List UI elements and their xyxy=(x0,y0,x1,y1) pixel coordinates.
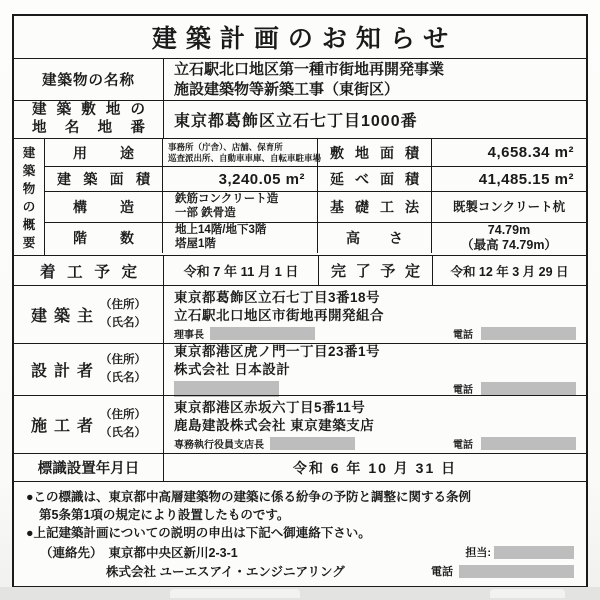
owner-role-label: 建 築 主 xyxy=(31,308,93,325)
designer-role-label: 設 計 者 xyxy=(31,363,93,380)
building-area-label: 建 築 面 積 xyxy=(57,171,150,187)
building-name-row xyxy=(14,58,586,100)
redacted-designer-phone-box xyxy=(481,382,576,395)
schedule-row xyxy=(14,255,586,285)
foundation-value: 既製コンクリート杭 xyxy=(431,192,586,222)
redacted-owner-name-box xyxy=(210,327,315,340)
start-date-label: 着 工 予 定 xyxy=(40,263,137,281)
note-inquiry-line: ●上記建築計画についての説明の申出は下記へ御連絡下さい。 xyxy=(26,525,371,540)
site-area-value: 4,658.34 m² xyxy=(431,139,586,166)
sign-title: 建築計画のお知らせ xyxy=(151,25,458,53)
contact-person-label: 担当: xyxy=(465,547,491,560)
structure-value: 鉄筋コンクリート造 一部 鉄骨造 xyxy=(162,192,317,222)
contact-block xyxy=(26,544,576,582)
designer-label xyxy=(14,344,163,395)
owner-row xyxy=(14,285,586,343)
redacted-contact-person-box xyxy=(494,546,574,559)
structure-label: 構 造 xyxy=(73,199,134,215)
construction-notice-sign xyxy=(12,14,588,588)
builder-person-title: 専務執行役員支店長 xyxy=(174,440,264,452)
redacted-contact-phone-box xyxy=(459,565,574,578)
contact-phone-label: 電話 xyxy=(431,566,453,579)
builder-row xyxy=(14,395,586,453)
contact-address: 東京都中央区新川2-3-1 xyxy=(108,546,238,561)
height-label: 高 さ xyxy=(317,223,431,253)
site-address-row xyxy=(14,100,586,138)
owner-label xyxy=(14,286,163,343)
installation-date-value: 令和 6 年 10 月 31 日 xyxy=(163,454,586,481)
redacted-builder-phone-box xyxy=(481,437,576,450)
owner-name-caption: （氏名） xyxy=(100,316,146,329)
owner-address-caption: （住所） xyxy=(100,299,146,312)
builder-phone-label: 電話 xyxy=(453,440,473,452)
builder-address-caption: （住所） xyxy=(100,409,146,422)
site-address-value: 東京都葛飾区立石七丁目1000番 xyxy=(163,101,586,138)
designer-phone-label: 電話 xyxy=(453,385,473,397)
designer-value: 東京都港区虎ノ門一丁目23番1号 株式会社 日本設計 電話 xyxy=(163,344,586,395)
note-ordinance-line1: ●この標識は、東京都中高層建築物の建築に係る紛争の予防と調整に関する条例 xyxy=(26,490,472,504)
foundation-label: 基 礎 工 法 xyxy=(317,192,431,222)
contact-company: 株式会社 ユーエスアイ・エンジニアリング xyxy=(106,565,345,579)
designer-address-caption: （住所） xyxy=(100,354,146,367)
owner-value: 東京都葛飾区立石七丁目3番18号 立石駅北口地区市街地再開発組合 理事長 電話 xyxy=(163,286,586,343)
floors-label: 階 数 xyxy=(73,230,134,246)
usage-label: 用 途 xyxy=(73,144,134,161)
usage-row xyxy=(45,139,586,166)
total-floor-area-label: 延 べ 面 積 xyxy=(317,167,431,191)
sign-stand-base xyxy=(0,587,600,600)
overview-side-label: 建 築 物 の 概 要 xyxy=(22,146,36,250)
building-overview-block xyxy=(14,138,586,255)
floors-row xyxy=(45,222,586,253)
designer-name-caption: （氏名） xyxy=(100,371,146,384)
redacted-builder-name-box xyxy=(270,437,355,450)
start-date-value: 令和 7 年 11 月 1 日 xyxy=(163,256,318,285)
installation-date-label: 標識設置年月日 xyxy=(37,461,140,477)
building-area-row xyxy=(45,166,586,191)
title-row xyxy=(14,16,586,58)
builder-value: 東京都港区赤坂六丁目5番11号 鹿島建設株式会社 東京建築支店 専務執行役員支店長 電話 xyxy=(163,396,586,453)
height-value: 74.79m （最高 74.79m） xyxy=(431,223,586,253)
building-name-label: 建築物の名称 xyxy=(42,73,135,89)
owner-person-title: 理事長 xyxy=(174,330,204,342)
end-date-label: 完 了 予 定 xyxy=(318,256,432,285)
site-address-label: 建 築 敷 地 の 地 名 地 番 xyxy=(32,102,145,136)
owner-phone-label: 電話 xyxy=(453,330,473,342)
designer-row xyxy=(14,343,586,395)
building-name-value xyxy=(163,59,586,100)
installation-date-row xyxy=(14,453,586,481)
building-name-line1: 立石駅北口地区第一種市街地再開発事業 xyxy=(174,61,445,78)
builder-label xyxy=(14,396,163,453)
notes-section xyxy=(14,481,586,586)
building-name-line2: 施設建築物等新築工事（東街区） xyxy=(174,80,400,98)
building-area-value: 3,240.05 m² xyxy=(162,167,317,191)
floors-value: 地上14階/地下3階 塔屋1階 xyxy=(162,223,317,253)
site-area-label: 敷 地 面 積 xyxy=(317,139,431,166)
usage-value: 事務所（庁舎）、店舗、保育所 巡査派出所、自動車車庫、自転車駐車場 xyxy=(162,139,317,166)
note-ordinance-line2: 第5条第1項の規定により設置したものです。 xyxy=(39,507,290,522)
contact-caption: （連絡先） xyxy=(40,546,103,561)
total-floor-area-value: 41,485.15 m² xyxy=(431,167,586,191)
end-date-value: 令和 12 年 3 月 29 日 xyxy=(432,256,586,285)
builder-role-label: 施 工 者 xyxy=(31,418,93,435)
redacted-owner-phone-box xyxy=(481,327,576,340)
structure-row xyxy=(45,191,586,222)
builder-name-caption: （氏名） xyxy=(100,426,146,439)
